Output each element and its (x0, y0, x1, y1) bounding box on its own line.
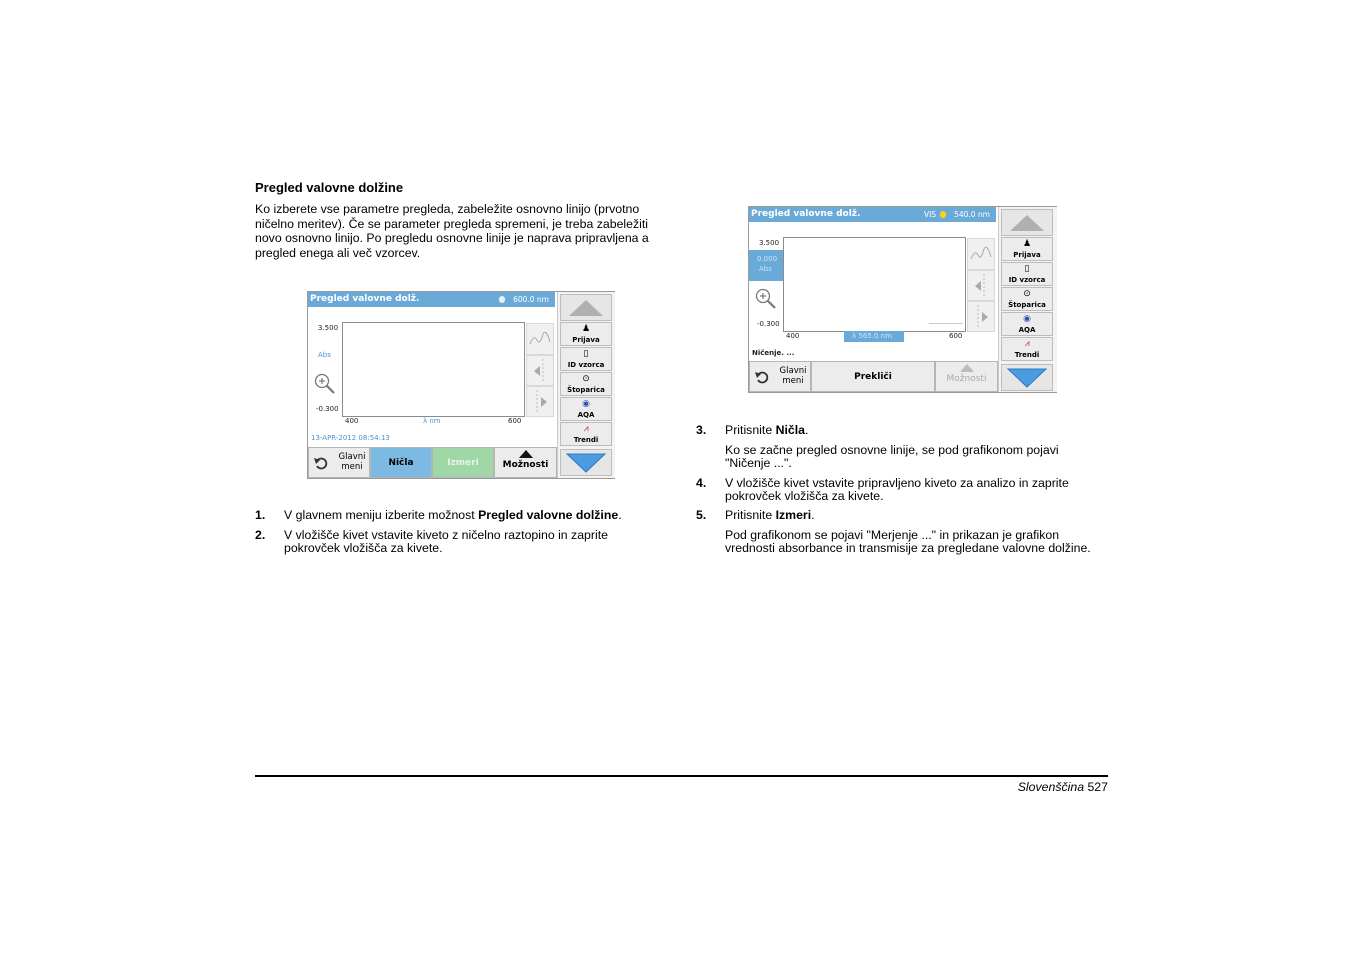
arrow-down-icon (561, 450, 611, 475)
right-panel (557, 292, 615, 478)
footer-language: Slovenščina (1017, 780, 1085, 794)
page-number: 527 (1087, 780, 1108, 794)
scroll-up-button[interactable] (1001, 209, 1053, 236)
scroll-up-button[interactable] (560, 294, 612, 321)
spectrum-icon (968, 239, 994, 269)
cursor-readout: λ 565.0 nm (844, 331, 904, 342)
arrow-up-icon (1002, 210, 1052, 235)
vial-icon: ▯ (1024, 264, 1030, 274)
caret-up-icon (960, 364, 974, 372)
intro-line: pregled enega ali več vzorcev. (255, 245, 421, 260)
trend-chart-icon: ⩘ (1024, 339, 1030, 349)
aqa-icon: ◉ (582, 399, 590, 409)
instrument-screen-2 (748, 206, 1057, 393)
graph-mode-button[interactable] (967, 238, 995, 270)
chevron-left-icon (968, 271, 994, 301)
footer-rule (255, 775, 1108, 777)
main-menu-button[interactable]: Glavni meni (749, 361, 811, 392)
right-panel (998, 207, 1057, 392)
baseline-trace (929, 323, 963, 324)
scroll-right-button[interactable] (967, 301, 995, 332)
x-max-label: 600 (949, 332, 963, 340)
back-arrow-icon (313, 455, 329, 471)
y-min-label: -0.300 (316, 405, 339, 413)
vial-icon: ▯ (583, 349, 589, 359)
x-min-label: 400 (345, 417, 359, 425)
y-max-label: 3.500 (759, 239, 780, 247)
y-max-label: 3.500 (318, 324, 339, 332)
aqa-button[interactable]: ◉ AQA (560, 397, 612, 421)
back-arrow-icon (754, 369, 770, 385)
scroll-left-button[interactable] (967, 270, 995, 301)
arrow-up-icon (561, 295, 611, 320)
options-button[interactable]: Možnosti (935, 361, 998, 392)
stopwatch-button[interactable]: ⊙ Štoparica (560, 372, 612, 396)
aqa-icon: ◉ (1023, 314, 1031, 324)
graph-mode-button[interactable] (526, 323, 554, 355)
zoom-icon[interactable] (754, 287, 778, 311)
person-icon: ♟ (1022, 239, 1032, 249)
login-button[interactable]: ♟ Prijava (1001, 237, 1053, 261)
mode-label: VIS (923, 210, 937, 219)
plot-area (342, 322, 525, 417)
lamp-icon (499, 296, 505, 303)
arrow-down-icon (1002, 365, 1052, 390)
y-min-label: -0.300 (757, 320, 780, 328)
zero-button[interactable]: Ničla (370, 447, 432, 478)
stopwatch-icon: ⊙ (1023, 289, 1031, 299)
screen-title-bar (749, 207, 996, 222)
intro-line: Ko izberete vse parametre pregleda, zabeležite osnovno linijo (prvotno (255, 202, 640, 216)
step-5-note: Pod grafikonom se pojavi "Merjenje ..." in prikazan je grafikon vrednosti absorbance in transmisije za pregledane valovne dolžine. (725, 528, 1091, 555)
plot-area (783, 237, 966, 332)
instrument-screen-1 (307, 291, 615, 479)
step-2: 2. V vložišče kivet vstavite kiveto z ničelno raztopino in zaprite pokrovček vložišča za kivete. (255, 528, 608, 555)
person-icon: ♟ (581, 324, 591, 334)
intro-paragraph (255, 202, 670, 260)
scroll-down-button[interactable] (560, 449, 612, 476)
main-menu-button[interactable]: Glavni meni (308, 447, 370, 478)
y-unit-label: Abs (318, 351, 331, 359)
scroll-down-button[interactable] (1001, 364, 1053, 391)
zoom-icon[interactable] (313, 372, 337, 396)
login-button[interactable]: ♟ Prijava (560, 322, 612, 346)
options-button[interactable]: Možnosti (494, 447, 557, 478)
stopwatch-button[interactable]: ⊙ Štoparica (1001, 287, 1053, 311)
chevron-right-icon (968, 302, 994, 332)
aqa-button[interactable]: ◉ AQA (1001, 312, 1053, 336)
step-3-note: Ko se začne pregled osnovne linije, se pod grafikonom pojavi "Ničenje ...". (725, 443, 1059, 470)
wavelength-readout: VIS 540.0 nm (923, 210, 990, 219)
intro-line: ničelno meritev). Če se parameter pregleda spremeni, je treba zabeležiti (255, 216, 649, 231)
timestamp: 13-APR-2012 08:54:13 (311, 434, 390, 442)
sample-id-button[interactable]: ▯ ID vzorca (560, 347, 612, 371)
step-5: 5. Pritisnite Izmeri. (696, 508, 815, 522)
readout-box: 0.000 Abs (749, 250, 783, 281)
x-unit-label: λ nm (423, 417, 441, 425)
step-3: 3. Pritisnite Ničla. (696, 423, 809, 437)
lamp-icon (940, 211, 946, 218)
x-max-label: 600 (508, 417, 522, 425)
trend-chart-icon: ⩘ (583, 424, 589, 434)
scroll-right-button[interactable] (526, 386, 554, 417)
caret-up-icon (519, 450, 533, 458)
chevron-left-icon (527, 356, 553, 386)
wavelength-readout: 600.0 nm (499, 292, 549, 307)
section-heading: Pregled valovne dolžine (255, 180, 404, 195)
screen-title: Pregled valovne dolž. (751, 209, 861, 219)
step-1: 1. V glavnem meniju izberite možnost Pregled valovne dolžine. (255, 508, 622, 522)
chevron-right-icon (527, 387, 553, 417)
scroll-left-button[interactable] (526, 355, 554, 386)
intro-line: novo osnovno linijo. Po pregledu osnovne linije je naprava pripravljena a (255, 231, 649, 245)
screen-title-bar (308, 292, 555, 307)
trends-button[interactable]: ⩘ Trendi (1001, 337, 1053, 361)
x-min-label: 400 (786, 332, 800, 340)
page-footer (1018, 780, 1108, 794)
trends-button[interactable]: ⩘ Trendi (560, 422, 612, 446)
status-text: Ničenje. ... (752, 349, 795, 357)
screen-title: Pregled valovne dolž. (310, 294, 420, 304)
measure-button[interactable]: Izmeri (432, 447, 494, 478)
cancel-button[interactable]: Prekliči (811, 361, 935, 392)
sample-id-button[interactable]: ▯ ID vzorca (1001, 262, 1053, 286)
spectrum-icon (527, 324, 553, 354)
stopwatch-icon: ⊙ (582, 374, 590, 384)
step-4: 4. V vložišče kivet vstavite pripravljeno kiveto za analizo in zaprite pokrovček vložišča za kivete. (696, 476, 1069, 503)
